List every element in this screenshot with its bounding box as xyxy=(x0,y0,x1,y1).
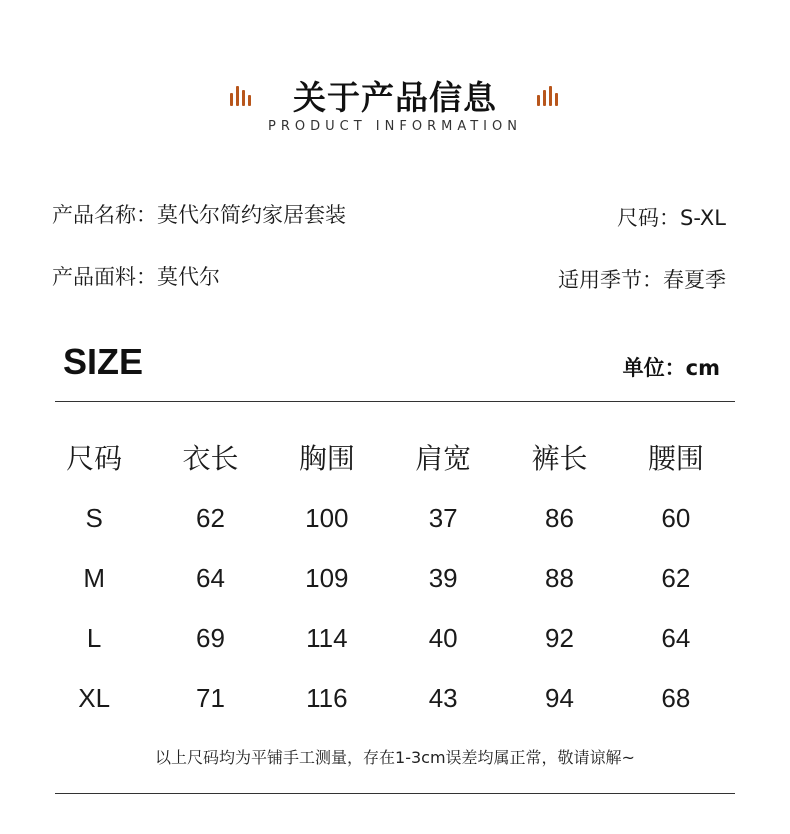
table-header-row xyxy=(36,426,734,488)
cell-shoulder: 43 xyxy=(428,682,458,713)
page-title: 关于产品信息 xyxy=(293,78,497,117)
page-subtitle: PRODUCT INFORMATION xyxy=(268,119,522,134)
cell-size: L xyxy=(86,622,102,653)
table-row xyxy=(36,668,734,728)
cell-pants-length: 86 xyxy=(545,502,574,533)
cell-pants-length: 92 xyxy=(545,622,574,653)
product-season: 适用季节：春夏季 xyxy=(558,268,726,292)
header-length: 衣长 xyxy=(182,442,239,475)
header-pants-length: 裤长 xyxy=(531,442,588,475)
cell-shoulder: 40 xyxy=(428,622,458,653)
table-row xyxy=(36,488,734,548)
right-bars-decoration xyxy=(537,84,561,106)
cell-size: M xyxy=(83,562,105,593)
header-chest: 胸围 xyxy=(298,442,355,475)
product-size-range: 尺码：S-XL xyxy=(617,206,726,230)
header-waist: 腰围 xyxy=(647,442,704,475)
cell-length: 62 xyxy=(196,502,225,533)
cell-length: 71 xyxy=(196,682,225,713)
cell-chest: 109 xyxy=(305,562,349,593)
unit-label: 单位：cm xyxy=(622,356,720,380)
cell-length: 69 xyxy=(196,622,225,653)
product-name: 产品名称：莫代尔简约家居套装 xyxy=(52,203,346,227)
cell-pants-length: 88 xyxy=(545,562,574,593)
header-shoulder: 肩宽 xyxy=(415,442,472,475)
cell-waist: 68 xyxy=(661,682,691,713)
cell-length: 64 xyxy=(196,562,225,593)
cell-size: S xyxy=(85,502,103,533)
cell-pants-length: 94 xyxy=(545,682,574,713)
cell-waist: 64 xyxy=(661,622,691,653)
cell-chest: 114 xyxy=(306,622,348,653)
product-fabric: 产品面料：莫代尔 xyxy=(52,265,220,289)
cell-shoulder: 39 xyxy=(428,562,458,593)
top-divider xyxy=(55,401,735,402)
cell-shoulder: 37 xyxy=(428,502,458,533)
size-heading: SIZE xyxy=(63,341,144,382)
cell-chest: 100 xyxy=(305,502,349,533)
cell-waist: 62 xyxy=(661,562,691,593)
cell-waist: 60 xyxy=(661,502,691,533)
cell-size: XL xyxy=(78,682,111,713)
size-table xyxy=(36,426,734,728)
header-size: 尺码 xyxy=(66,442,123,475)
cell-chest: 116 xyxy=(306,682,348,713)
measurement-note: 以上尺码均为平铺手工测量，存在1-3cm误差均属正常，敬请谅解~ xyxy=(155,748,635,767)
table-row xyxy=(36,608,734,668)
bottom-divider xyxy=(55,793,735,794)
table-row xyxy=(36,548,734,608)
